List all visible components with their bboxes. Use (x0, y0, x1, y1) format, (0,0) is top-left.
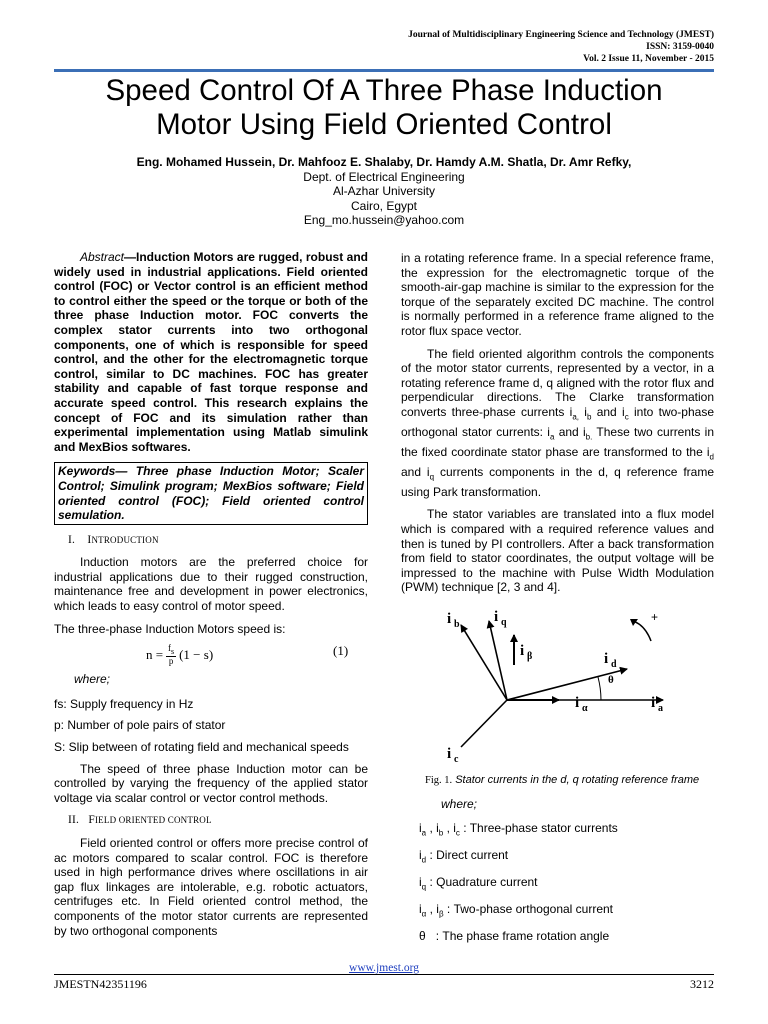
theta-arc (598, 677, 601, 700)
definition-item: θ : The phase frame rotation angle (419, 929, 610, 944)
footer-page-number: 3212 (690, 977, 714, 991)
section-title-rest: IELD ORIENTED CONTROL (94, 815, 212, 826)
footer-paper-id: JMESTN42351196 (54, 977, 147, 991)
figure-dq-frame (411, 607, 711, 767)
right-definitions (419, 821, 714, 944)
authors-block (54, 155, 714, 228)
equation-rhs: (1 − s) (179, 646, 214, 662)
footer-link[interactable]: www.jmest.org (349, 962, 419, 974)
abstract (54, 250, 368, 454)
figure-caption (425, 773, 714, 789)
journal-header (408, 29, 714, 65)
right-column (401, 251, 714, 951)
label-ialpha: i (575, 695, 580, 712)
equation-fraction (166, 644, 176, 666)
equation-number: (1) (333, 643, 349, 659)
keywords-text: Three phase Induction Motor; Scaler Control; Simulink program; MexBios software; Field oriented control (FOC); Field oriented control semulation. (58, 464, 364, 523)
equation-numerator: f (168, 643, 172, 654)
iq-axis (489, 621, 507, 700)
ic-axis (461, 700, 507, 747)
right-paragraph-1: in a rotating reference frame. In a special reference frame, the expression for the electromagnetic torque of the smooth-air-gap machine is similar to the expression for the torque of the separately excited DC machine. The control is normally performed in a reference frame aligned to the rotor flux space vector. (401, 251, 714, 338)
label-ib: i (447, 611, 452, 628)
definition-item: S: Slip between of rotating field and mechanical speeds (54, 740, 349, 755)
title-line-1: Speed Control Of A Three Phase Induction (105, 74, 663, 107)
label-ia: i (651, 695, 656, 712)
ib-axis (461, 625, 507, 700)
author-university: Al-Azhar University (332, 184, 436, 198)
section-title-rest: NTRODUCTION (91, 534, 159, 545)
abstract-label: Abstract (80, 250, 125, 264)
equation-lhs: n = (146, 646, 164, 662)
label-theta: θ (608, 674, 614, 687)
right-where: where; (441, 796, 478, 811)
definition-item: $i_a$ , $i_b$ , $i_c$ : Three-phase stator currents (419, 821, 618, 838)
intro-where: where; (74, 672, 111, 687)
svg-text:c: c (454, 754, 459, 766)
author-names: Eng. Mohamed Hussein, Dr. Mahfooz E. Shalaby, Dr. Hamdy A.M. Shatla, Dr. Amr Refky, (136, 155, 632, 169)
svg-text:b: b (454, 619, 460, 631)
journal-volume: Vol. 2 Issue 11, November - 2015 (583, 54, 714, 64)
intro-definitions (54, 697, 368, 755)
section-number: I. (68, 533, 76, 546)
left-column (54, 250, 368, 938)
foc-paragraph-1: Field oriented control or offers more precise control of ac motors compared to scalar control. FOC is therefore used in high performance drives where oscillations in air gap flux linkages are intolerable, e.g. robotic actuators, centrifuges etc. In Field oriented control method, the components of the motor stator currents are represented by two orthogonal components (54, 836, 368, 938)
author-email: Eng_mo.hussein@yahoo.com (303, 213, 465, 227)
intro-paragraph-1: Induction motors are the preferred choice for industrial applications due to their rugged construction, maintenance free and development in power electronics, which leads to easy control of motor speed. (54, 555, 368, 614)
svg-text:α: α (582, 703, 588, 715)
rotation-arrow (633, 621, 651, 641)
svg-text:a: a (658, 703, 663, 715)
intro-paragraph-3: The speed of three phase Induction motor can be controlled by varying the frequency of the applied stator voltage via scalar control or vector control methods. (54, 761, 368, 805)
section-heading-intro (68, 533, 368, 548)
definition-item: fs: Supply frequency in Hz (54, 696, 194, 711)
definition-item: $i_q$ : Quadrature current (419, 875, 538, 892)
equation-denominator: p (168, 656, 174, 667)
abstract-dash: — (124, 250, 137, 264)
svg-text:d: d (611, 659, 617, 671)
label-id: i (604, 651, 609, 668)
journal-issn: ISSN: 3159-0040 (646, 42, 714, 52)
label-ibeta: i (520, 643, 525, 660)
footer-rule (54, 974, 714, 975)
section-initial: F (88, 814, 95, 827)
section-heading-foc (68, 813, 368, 828)
caption-text: Stator currents in the d, q rotating reference frame (452, 774, 700, 787)
journal-name: Journal of Multidisciplinary Engineering Science and Technology (JMEST) (408, 30, 714, 40)
keywords-box (54, 462, 368, 524)
right-paragraph-3: The stator variables are translated into a flux model which is compared with a required reference values and then is tuned by PI controllers. After a back transformation from field to stator coordinates, the output voltage will be impressed to the machine with Pulse Width Modulation (PWM) technique [2, 3 and 4]. (401, 507, 714, 595)
speed-equation (54, 642, 368, 666)
caption-prefix: Fig. 1. (425, 775, 453, 787)
section-number: II. (68, 814, 80, 827)
intro-paragraph-2: The three-phase Induction Motors speed is: (54, 621, 286, 636)
keywords-label: Keywords— (58, 464, 128, 479)
abstract-text: Induction Motors are rugged, robust and widely used in industrial applications. Field oriented control (FOC) or Vector control is an efficient method to control either the speed or the torque or both of the three phase Induction motor. FOC converts the complex stator currents into two orthogonal components, one of which is responsible for speed control, and the other for the electromagnetic torque control, similar to DC machines. FOC has greater stability and capable of fast torque response and accurate speed control. This research explains the concept of FOC and its simulation rather than experimental implementation using Matlab simulink and MexBios softwares. (54, 250, 368, 454)
author-dept: Dept. of Electrical Engineering (303, 169, 465, 184)
right-paragraph-2: The field oriented algorithm controls the components of the motor stator currents, represented by a vector, in a rotating reference frame d, q aligned with the rotor flux and perpendicular directions. The Clarke transformation converts three-phase currents $i_{a,}$ $i_b$ and $i_c$ into two-phase orthogonal stator currents: $i_a$ and $i_{b.}$ These two currents in the fixed coordinate stator phase are transformed to the $i_d$ and $i_q$ currents components in the d, q reference frame using Park transformation. (401, 346, 714, 499)
svg-text:β: β (527, 651, 533, 663)
equation-numerator-sub: s (171, 647, 175, 657)
svg-text:q: q (501, 617, 507, 629)
section-initial: I (87, 533, 92, 546)
definition-item: $i_d$ : Direct current (419, 848, 509, 865)
definition-item: p: Number of pole pairs of stator (54, 718, 226, 733)
label-ic: i (447, 746, 452, 763)
paper-title (54, 74, 714, 142)
phasor-diagram (411, 607, 711, 767)
label-iq: i (494, 609, 499, 626)
header-rule (54, 69, 714, 72)
title-line-2: Motor Using Field Oriented Control (156, 108, 612, 141)
author-city: Cairo, Egypt (350, 198, 418, 213)
definition-item: $i_\alpha$ , $i_\beta$ : Two-phase orthogonal current (419, 902, 614, 919)
label-plus: + (651, 610, 659, 625)
